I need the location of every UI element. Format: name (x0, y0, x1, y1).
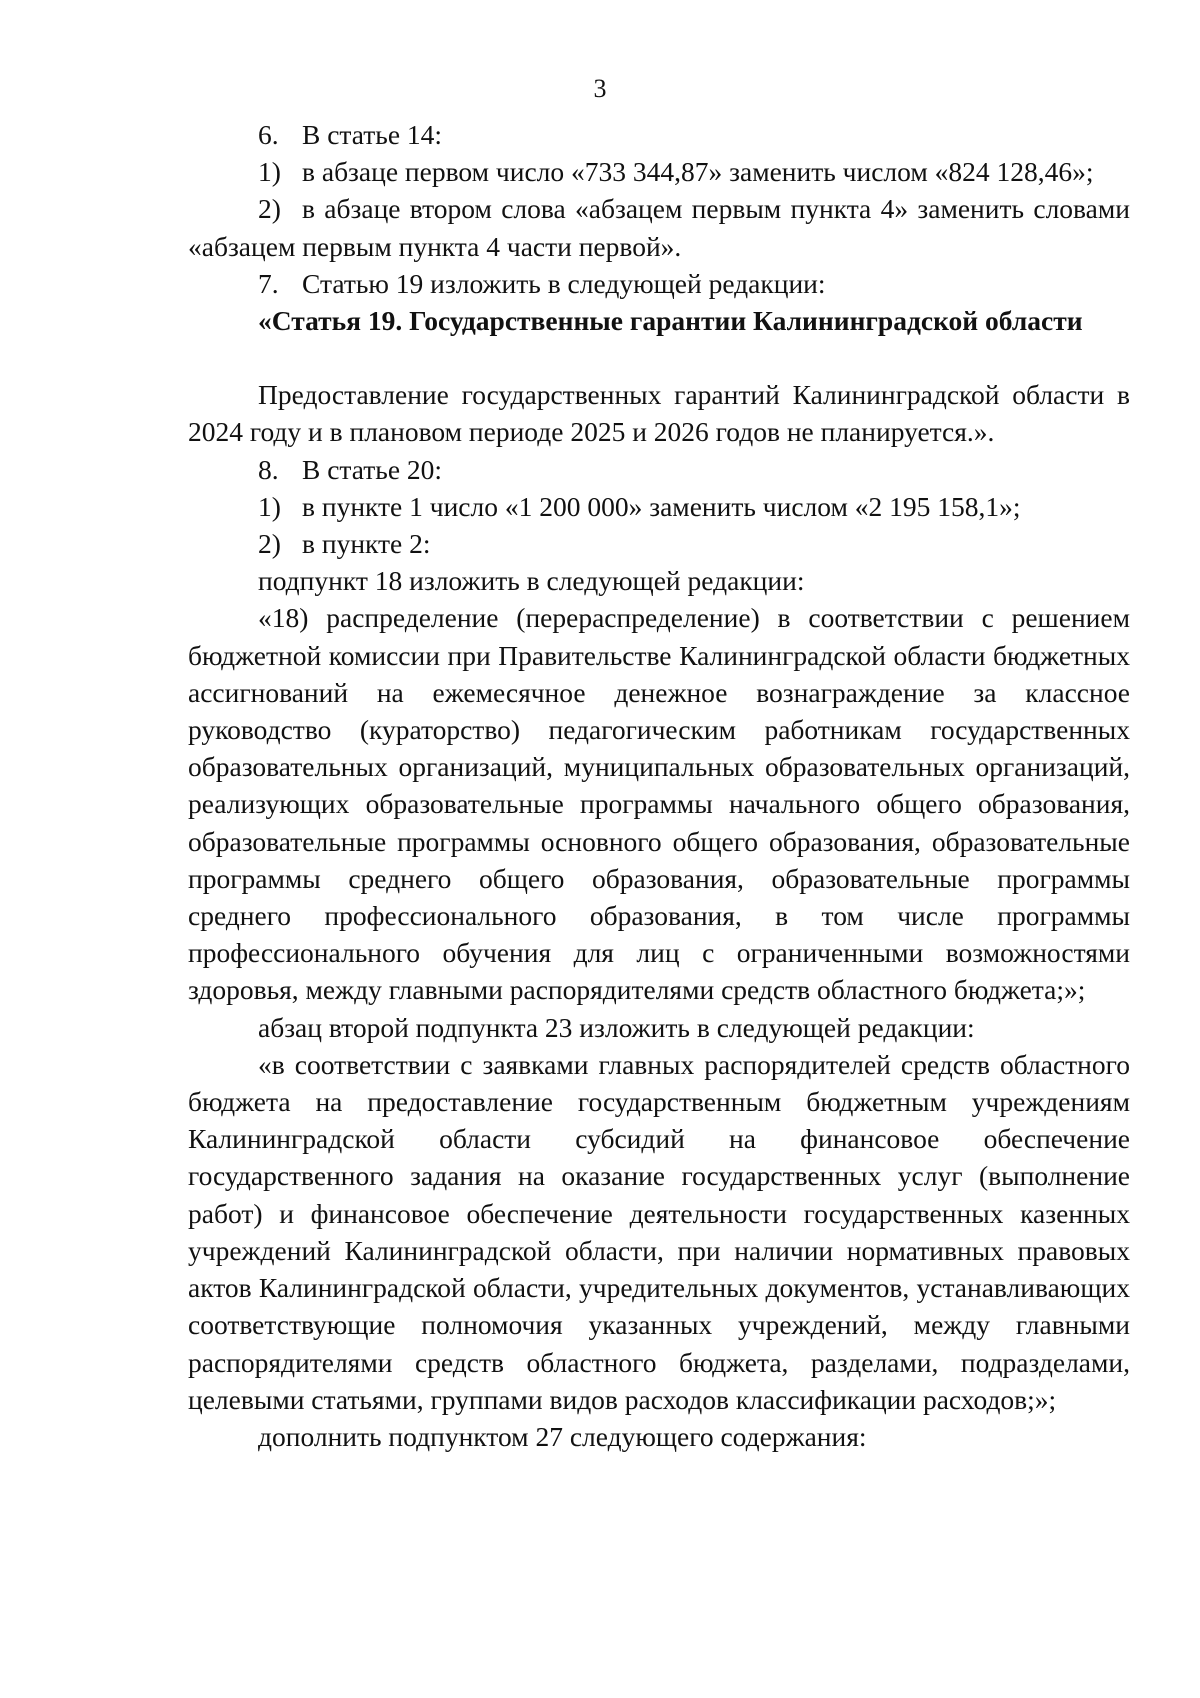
item-number: 2) (258, 193, 281, 225)
paragraph-subitem-27-instruction: дополнить подпунктом 27 следующего содержания: (258, 1420, 867, 1452)
paragraph-article-14-item-1 (188, 153, 1130, 190)
paragraph-text: Статью 19 изложить в следующей редакции: (302, 267, 826, 299)
paragraph-article-20-item-2 (188, 525, 1130, 562)
paragraph-article-14-heading (188, 116, 1130, 153)
paragraph-text: в абзаце первом число «733 344,87» заменить числом «824 128,46»; (302, 156, 1094, 188)
paragraph-subitem-18-text: «18) распределение (перераспределение) в соответствии с решением бюджетной комиссии при Правительстве Калининградской области бюджетных ассигнований на ежемесячное денежное вознаграждение за классное руководство (кураторство) педагогическим работникам государственных образовательных организаций, муниципальных образовательных организаций, реализующих образовательные программы начального общего образования, образовательные программы основного общего образования, образовательные программы среднего общего образования, образовательные программы среднего профессионального образования, в том числе программы профессионального обучения для лиц с ограниченными возможностями здоровья, между главными распорядителями средств областного бюджета;»; (188, 602, 1130, 1006)
item-number: 1) (258, 156, 281, 188)
paragraph-subitem-23-instruction: абзац второй подпункта 23 изложить в следующей редакции: (258, 1011, 975, 1043)
item-number: 7. (258, 267, 279, 299)
paragraph-article-19-instruction (188, 265, 1130, 302)
paragraph-article-20-item-1 (188, 488, 1130, 525)
paragraph-text: В статье 14: (302, 119, 443, 150)
item-number: 6. (258, 119, 279, 150)
item-number: 8. (258, 453, 279, 485)
paragraph-article-19-body: Предоставление государственных гарантий Калининградской области в 2024 году и в плановом периоде 2025 и 2026 годов не планируется.». (188, 379, 1130, 448)
paragraph-article-14-item-2 (188, 190, 1130, 264)
paragraph-text: в абзаце втором слова «абзацем первым пункта 4» заменить словами «абзацем первым пункта 4 части первой». (188, 193, 1130, 262)
item-number: 2) (258, 528, 281, 560)
paragraph-article-20-heading (188, 451, 1130, 488)
paragraph-text: в пункте 2: (302, 528, 431, 560)
article-19-title: «Статья 19. Государственные гарантии Калининградской области (258, 305, 1083, 337)
paragraph-text: В статье 20: (302, 453, 443, 485)
page-number: 3 (593, 74, 607, 103)
item-number: 1) (258, 490, 281, 522)
paragraph-text: в пункте 1 число «1 200 000» заменить числом «2 195 158,1»; (302, 490, 1021, 522)
paragraph-subitem-18-instruction: подпункт 18 изложить в следующей редакции: (258, 565, 805, 597)
document-body (188, 116, 1130, 1455)
spacer (188, 339, 1130, 376)
paragraph-subitem-23-text: «в соответствии с заявками главных распорядителей средств областного бюджета на предоставление государственным бюджетным учреждениям Калининградской области субсидий на финансовое обеспечение государственного задания на оказание государственных услуг (выполнение работ) и финансовое обеспечение деятельности государственных казенных учреждений Калининградской области, при наличии нормативных правовых актов Калининградской области, учредительных документов, устанавливающих соответствующие полномочия указанных учреждений, между главными распорядителями средств областного бюджета, разделами, подразделами, целевыми статьями, группами видов расходов классификации расходов;»; (188, 1048, 1130, 1415)
